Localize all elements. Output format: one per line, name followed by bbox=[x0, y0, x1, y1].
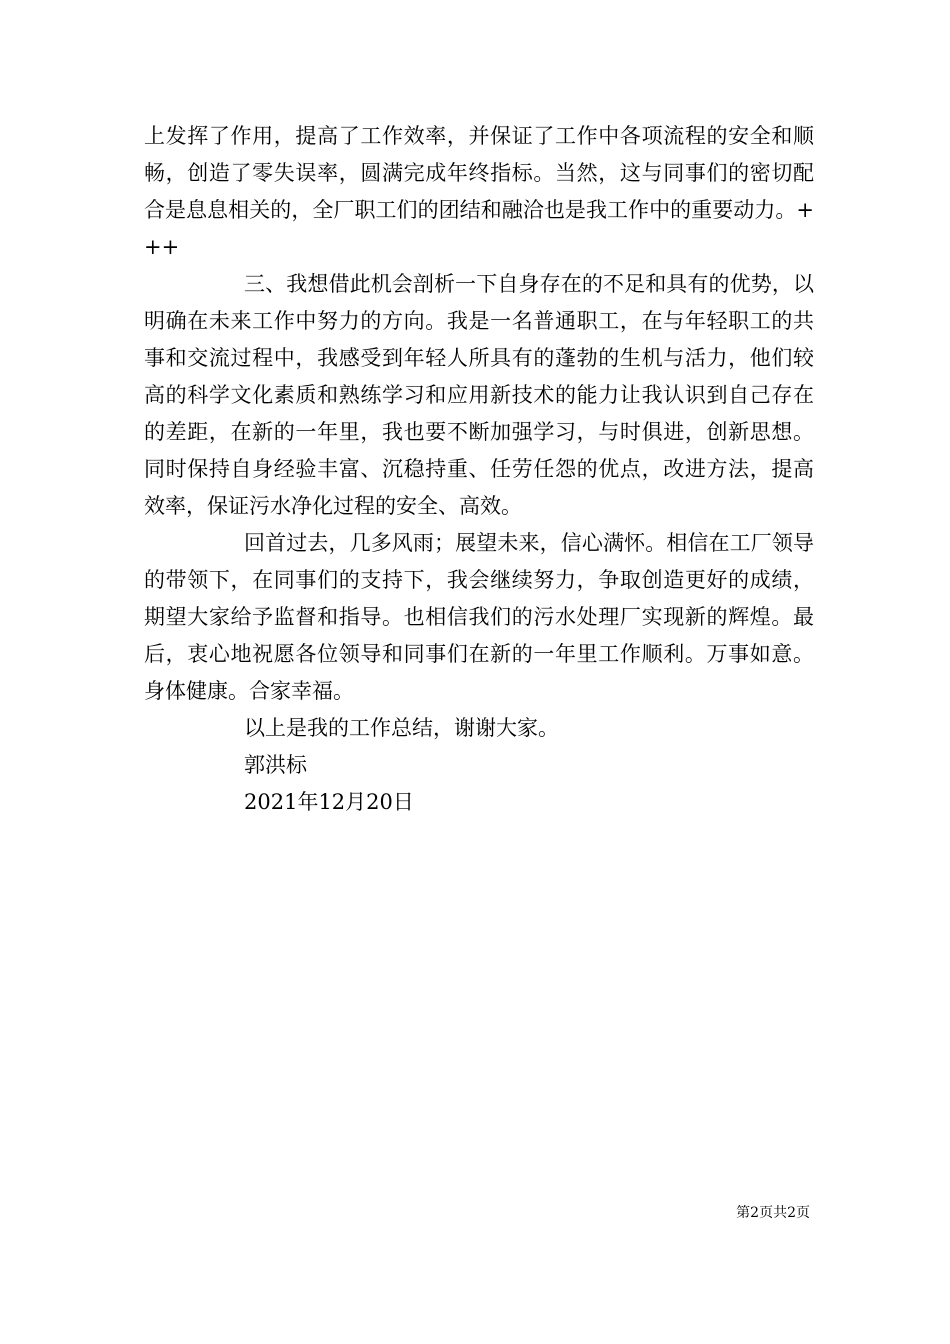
paragraph-outlook: 回首过去，几多风雨；展望未来，信心满怀。相信在工厂领导的带领下，在同事们的支持下，我会继续努力，争取创造更好的成绩，期望大家给予监督和指导。也相信我们的污水处理厂实现新的辉煌。最后，衷心地祝愿各位领导和同事们在新的一年里工作顺利。万事如意。身体健康。合家幸福。 bbox=[144, 531, 814, 703]
author-name: 郭洪标 bbox=[244, 753, 307, 777]
paragraph-self-analysis: 三、我想借此机会剖析一下自身存在的不足和具有的优势，以明确在未来工作中努力的方向。我是一名普通职工，在与年轻职工的共事和交流过程中，我感受到年轻人所具有的蓬勃的生机与活力，他们较高的科学文化素质和熟练学习和应用新技术的能力让我认识到自己存在的差距，在新的一年里，我也要不断加强学习，与时俱进，创新思想。同时保持自身经验丰富、沉稳持重、任劳任怨的优点，改进方法，提高效率，保证污水净化过程的安全、高效。 bbox=[144, 272, 814, 518]
page-number-footer: 第2页共2页 bbox=[736, 1205, 810, 1221]
document-date: 2021年12月20日 bbox=[244, 790, 414, 814]
document-body bbox=[144, 118, 814, 821]
closing-line: 以上是我的工作总结，谢谢大家。 bbox=[244, 716, 559, 740]
paragraph-continuation: 上发挥了作用，提高了工作效率，并保证了工作中各项流程的安全和顺畅，创造了零失误率，圆满完成年终指标。当然，这与同事们的密切配合是息息相关的，全厂职工们的团结和融洽也是我工作中的重要动力。+++ bbox=[144, 124, 814, 259]
